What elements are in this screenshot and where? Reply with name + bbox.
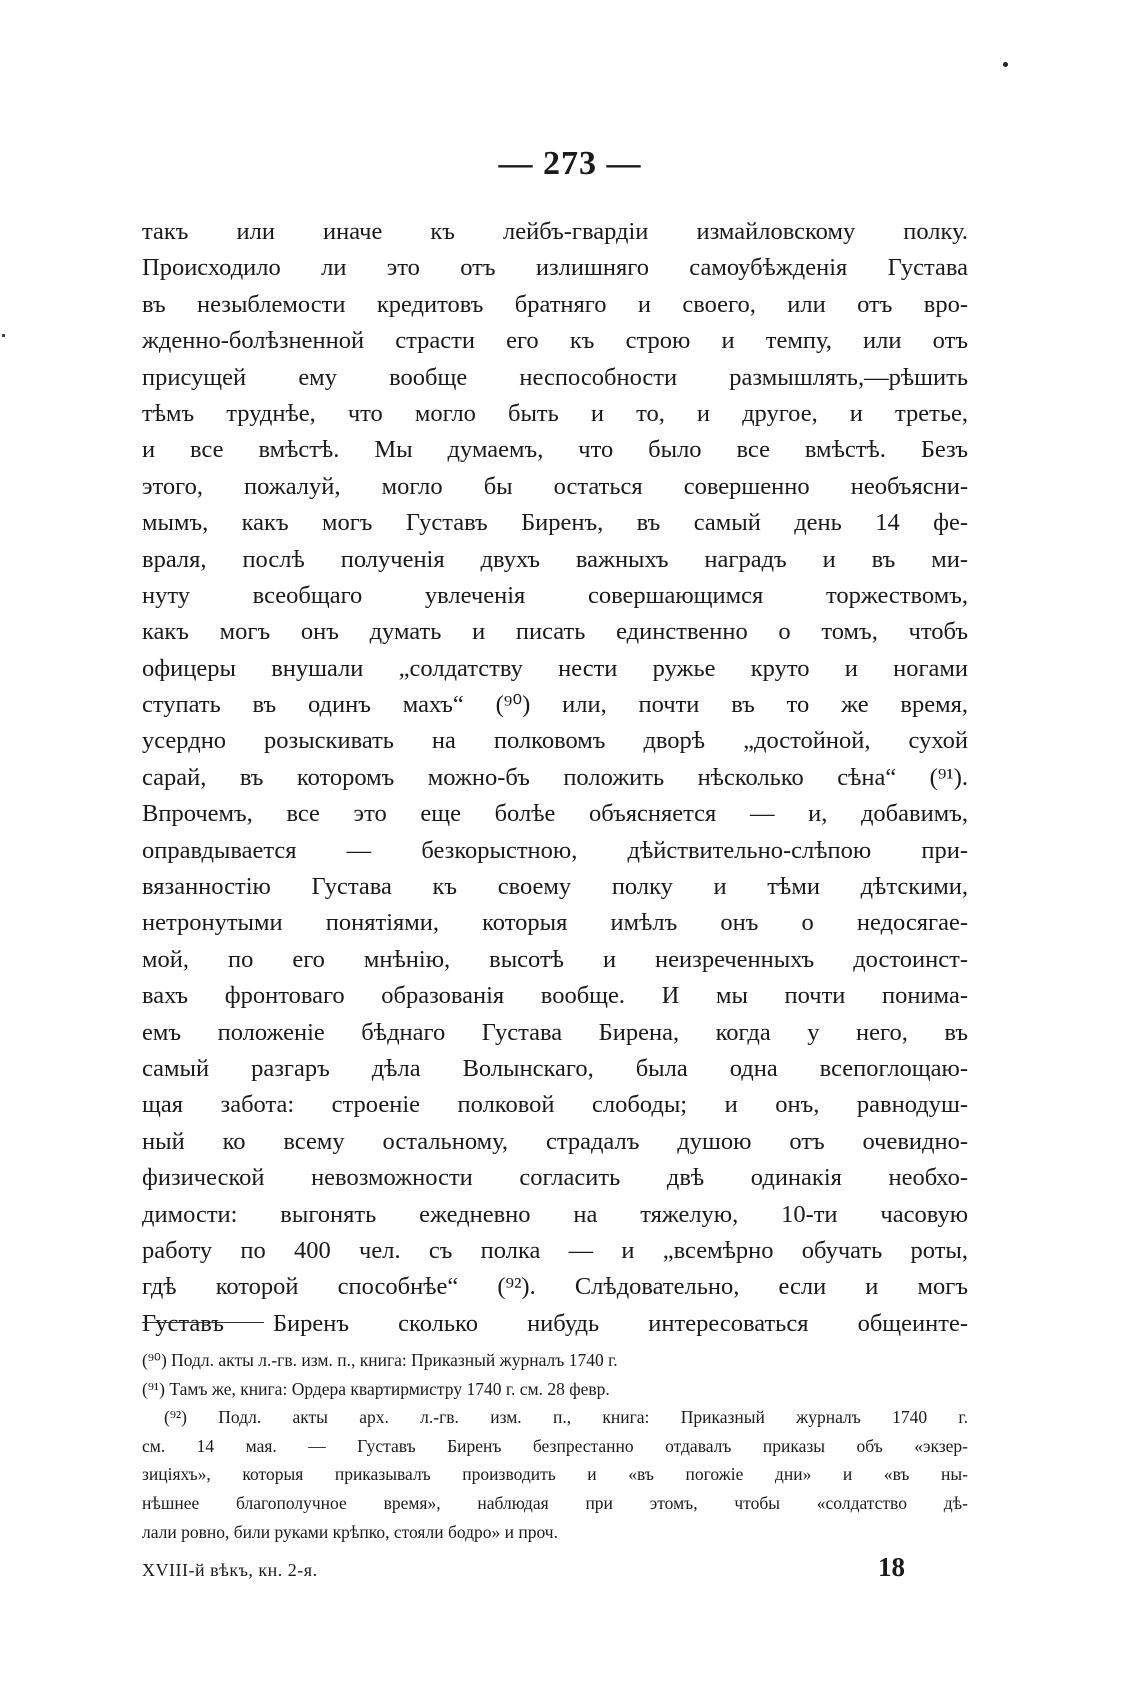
- body-line: димости: выгонять ежедневно на тяжелую, 10-ти часовую: [142, 1200, 968, 1228]
- body-line: физической невозможности согласить двѣ одинакія необхо-: [142, 1164, 968, 1192]
- footnote-91: (⁹¹) Тамъ же, книга: Ордера квартирмистру 1740 г. см. 28 февр.: [142, 1378, 610, 1399]
- footnote-92-continued: лали ровно, били руками крѣпко, стояли бодро» и проч.: [142, 1521, 558, 1542]
- body-line: враля, послѣ полученія двухъ важныхъ наградъ и въ ми-: [142, 545, 968, 573]
- page-number-header: — 273 —: [498, 145, 642, 182]
- body-line: гдѣ которой способнѣе“ (⁹²). Слѣдовательно, если и могъ: [142, 1273, 968, 1301]
- body-line: нетронутыми понятіями, которыя имѣлъ онъ о недосягае-: [142, 909, 968, 937]
- body-line: этого, пожалуй, могло бы остаться совершенно необъясни-: [142, 472, 968, 500]
- page-speck: [1003, 62, 1008, 67]
- body-line: емъ положеніе бѣднаго Густава Бирена, когда у него, въ: [142, 1018, 968, 1046]
- footnote-92-continued: нѣшнее благополучное время», наблюдая при этомъ, чтобы «солдатство дѣ-: [142, 1492, 968, 1513]
- footer-sheet-number: 18: [878, 1552, 905, 1582]
- body-line: работу по 400 чел. съ полка — и „всемѣрно обучать роты,: [142, 1236, 968, 1264]
- body-line: Впрочемъ, все это еще болѣе объясняется — и, добавимъ,: [142, 800, 968, 828]
- body-line: оправдывается — безкорыстною, дѣйствительно-слѣпою при-: [142, 836, 968, 864]
- footnote-92-continued: зиціяхъ», которыя приказывалъ производить и «въ погожіе дни» и «въ ны-: [142, 1464, 968, 1485]
- body-line: Густавъ Биренъ сколько нибудь интересоваться общеинте-: [142, 1309, 968, 1337]
- body-line: мымъ, какъ могъ Густавъ Биренъ, въ самый день 14 фе-: [142, 509, 968, 537]
- body-text: [142, 214, 968, 1342]
- footnote-92-continued: см. 14 мая. — Густавъ Биренъ безпрестанно отдавалъ приказы объ «экзер-: [142, 1435, 968, 1456]
- footnote-divider: [142, 1322, 264, 1323]
- footnote-90: (⁹⁰) Подл. акты л.-гв. изм. п., книга: Приказный журналъ 1740 г.: [142, 1350, 618, 1370]
- margin-mark: [2, 334, 5, 337]
- body-line: усердно розыскивать на полковомъ дворѣ „достойной, сухой: [142, 727, 968, 755]
- body-line: мой, по его мнѣнію, высотѣ и неизреченныхъ достоинст-: [142, 945, 968, 973]
- body-line: такъ или иначе къ лейбъ-гвардіи измайловскому полку.: [142, 218, 968, 245]
- body-line: ный ко всему остальному, страдалъ душою отъ очевидно-: [142, 1127, 968, 1155]
- footer-signature: XVIII-й вѣкъ, кн. 2-я.: [142, 1560, 318, 1580]
- body-line: нуту всеобщаго увлеченія совершающимся торжествомъ,: [142, 581, 968, 609]
- body-line: сарай, въ которомъ можно-бъ положить нѣсколько сѣна“ (⁹¹).: [142, 763, 968, 791]
- body-line: вязанностію Густава къ своему полку и тѣми дѣтскими,: [142, 873, 968, 901]
- body-line: самый разгаръ дѣла Волынскаго, была одна всепоглощаю-: [142, 1054, 968, 1082]
- body-line: и все вмѣстѣ. Мы думаемъ, что было все вмѣстѣ. Безъ: [142, 436, 968, 464]
- body-line: вахъ фронтоваго образованія вообще. И мы почти понима-: [142, 982, 968, 1010]
- body-line: присущей ему вообще неспособности размышлять,—рѣшить: [142, 363, 968, 391]
- body-line: тѣмъ труднѣе, что могло быть и то, и другое, и третье,: [142, 399, 968, 427]
- body-line: въ незыблемости кредитовъ братняго и своего, или отъ вро-: [142, 290, 968, 318]
- body-line: жденно-болѣзненной страсти его къ строю и темпу, или отъ: [142, 327, 968, 355]
- footnote-92: (⁹²) Подл. акты арх. л.-гв. изм. п., книга: Приказный журналъ 1740 г.: [164, 1407, 968, 1428]
- footnotes: [142, 1346, 968, 1546]
- body-line: ступать въ одинъ махъ“ (⁹⁰) или, почти въ то же время,: [142, 691, 968, 719]
- body-line: Происходило ли это отъ излишняго самоубѣжденія Густава: [142, 254, 968, 282]
- body-line: щая забота: строеніе полковой слободы; и онъ, равнодуш-: [142, 1091, 968, 1119]
- body-line: офицеры внушали „солдатству нести ружье круто и ногами: [142, 654, 968, 682]
- body-line: какъ могъ онъ думать и писать единственно о томъ, чтобъ: [142, 618, 968, 646]
